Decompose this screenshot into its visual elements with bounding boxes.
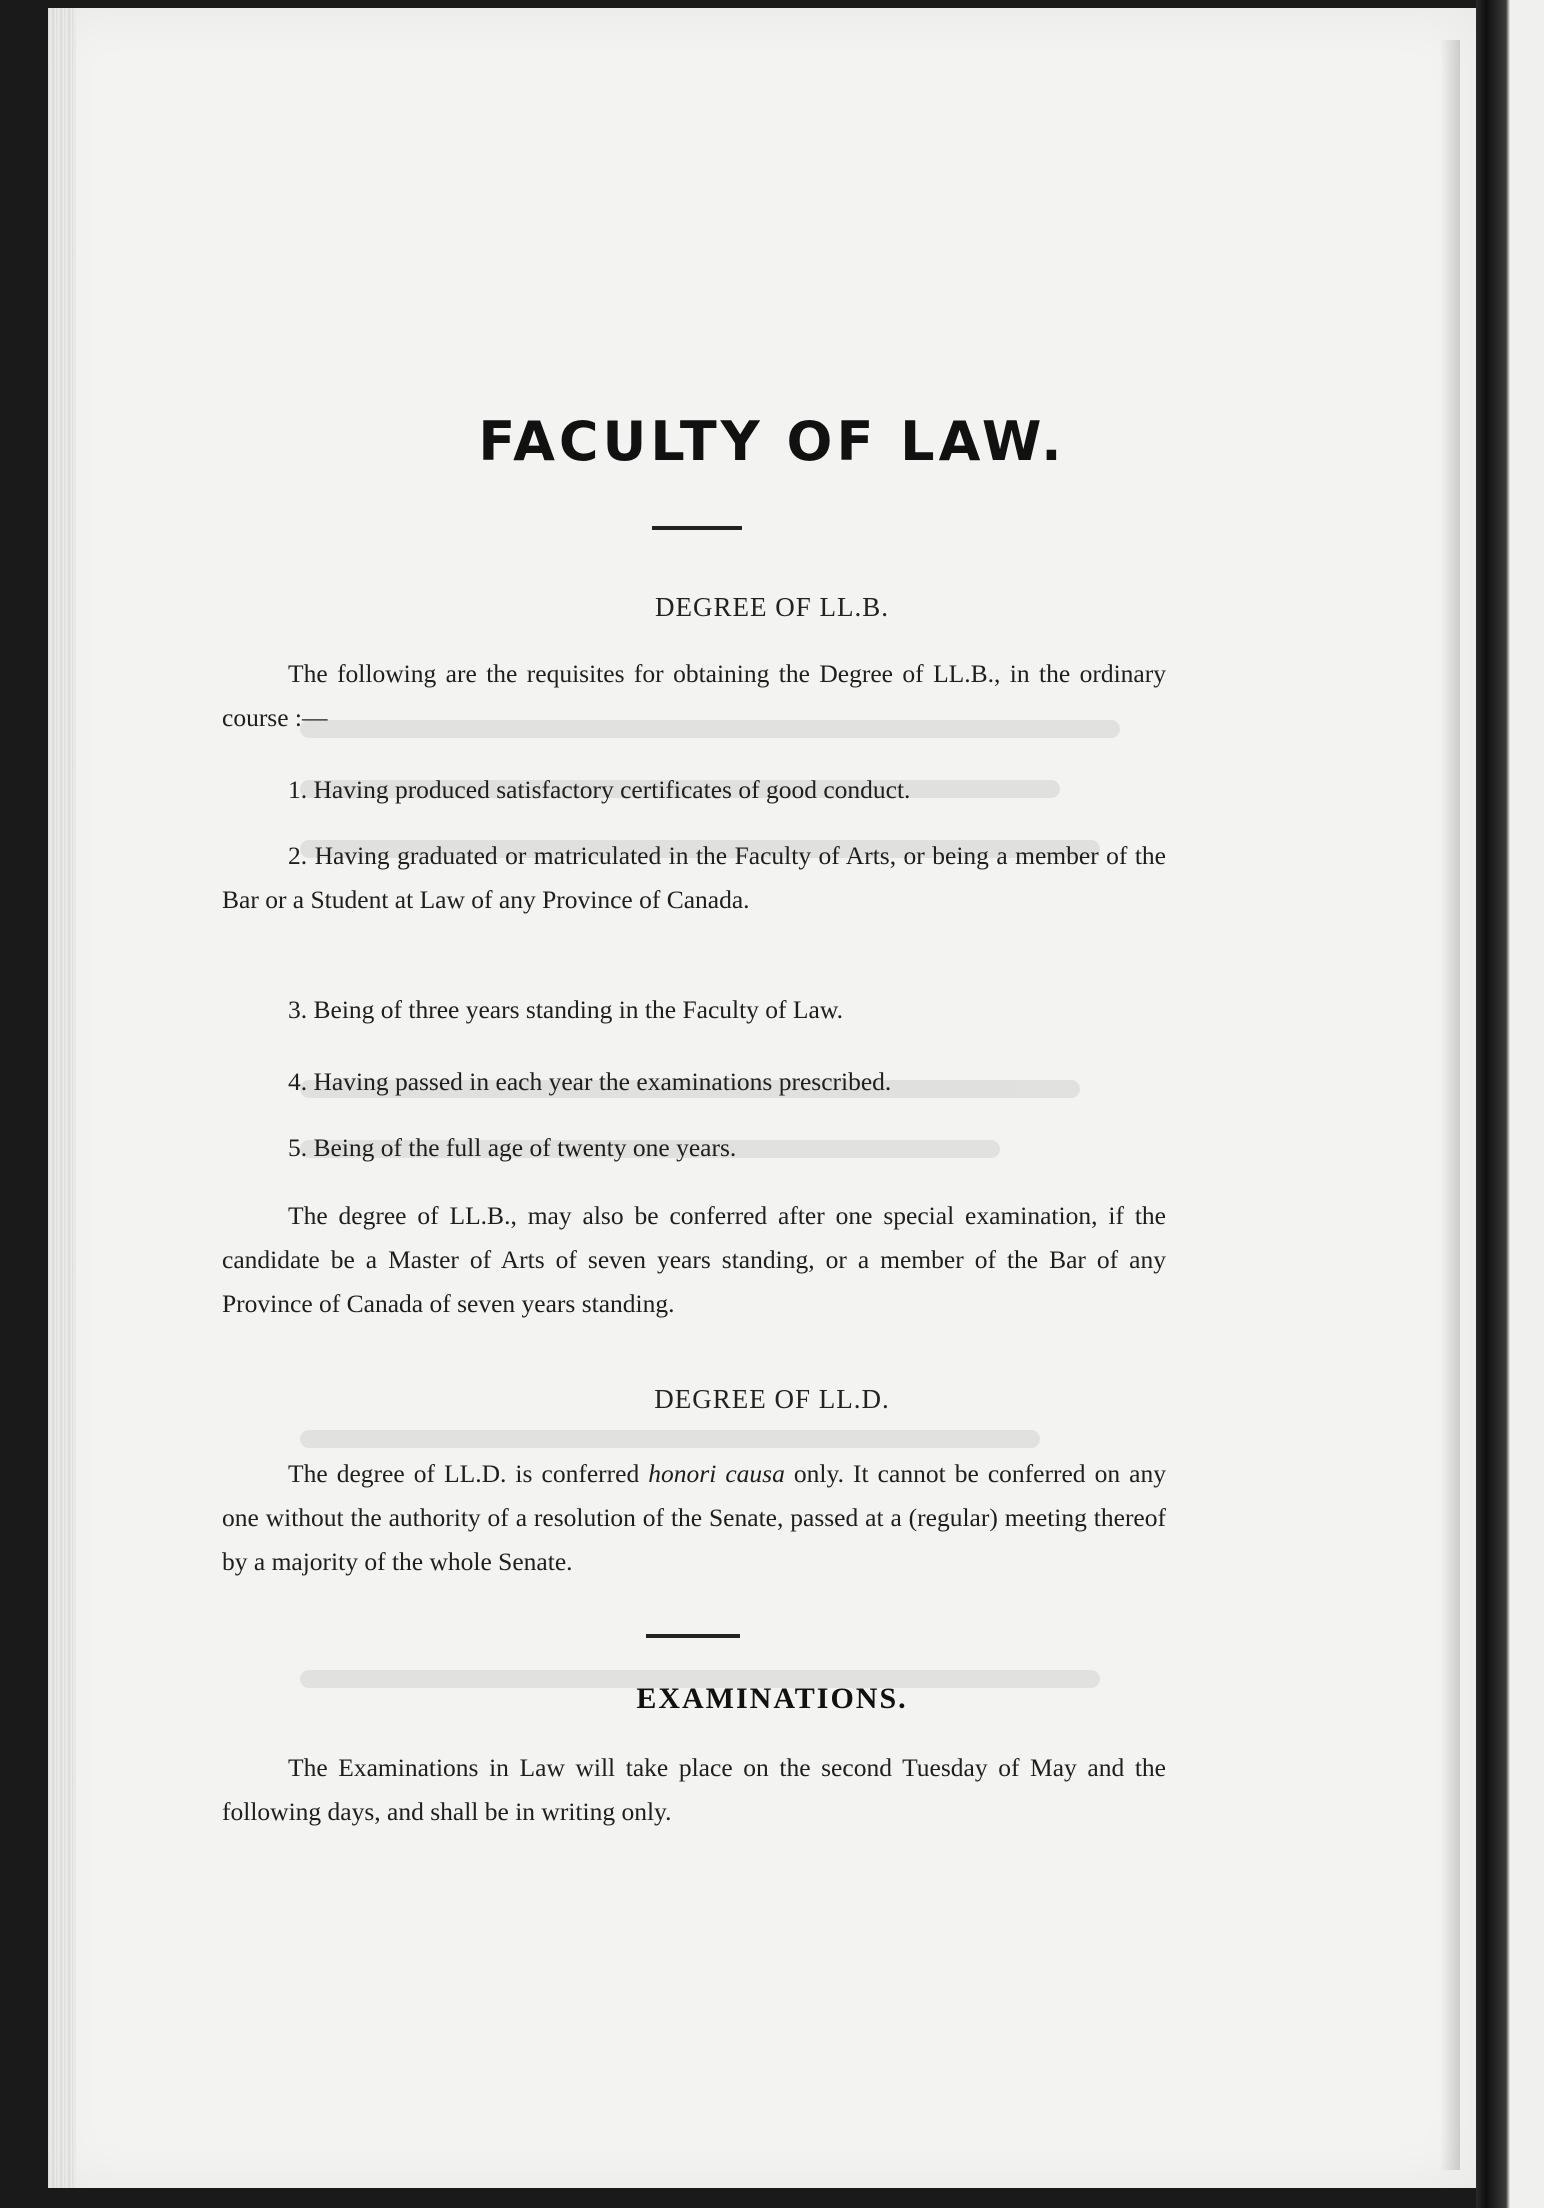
llb-intro-text: The following are the requisites for obtaining the Degree of LL.B., in the ordinary course :— [222,659,1166,732]
lld-text-italic: honori causa [648,1459,785,1488]
section-rule [646,1634,740,1638]
binding-shadow [1440,40,1460,2170]
llb-heading: DEGREE OF LL.B. [655,592,889,622]
next-page-edge [1476,0,1544,2208]
lld-heading: DEGREE OF LL.D. [654,1384,890,1414]
lld-text [222,1452,1166,1584]
llb-special-conferral [222,1194,1166,1326]
lld-text-before: The degree of LL.D. is conferred [288,1459,649,1488]
exams-text: The Examinations in Law will take place on the second Tuesday of May and the following days, and shall be in writing only. [222,1753,1166,1826]
llb-requirement-2: 2. Having graduated or matriculated in the Faculty of Arts, or being a member of the Bar or a Student at Law of any Province of Canada. [222,841,1166,914]
exams-paragraph [222,1746,1166,1834]
llb-requirement-3: 3. Being of three years standing in the Faculty of Law. [288,995,843,1024]
page-title: FACULTY OF LAW. [478,410,1066,473]
llb-requirement-4: 4. Having passed in each year the examinations prescribed. [288,1067,892,1096]
page-edges [48,8,76,2188]
title-rule [652,526,742,530]
llb-special-text: The degree of LL.B., may also be conferred after one special examination, if the candidate be a Master of Arts of seven years standing, or a member of the Bar of any Province of Canada of seven years standing. [222,1201,1166,1318]
llb-requirement-1: 1. Having produced satisfactory certificates of good conduct. [288,775,911,804]
llb-requirement-5: 5. Being of the full age of twenty one years. [288,1133,737,1162]
lld-text-after: only. It cannot be conferred on any one without the authority of a resolution of the Senate, passed at a (regular) meeting thereof by a majority of the whole Senate. [222,1459,1167,1576]
llb-intro [222,652,1166,740]
lld-paragraph [222,1452,1166,1584]
exams-heading: EXAMINATIONS. [636,1682,908,1715]
